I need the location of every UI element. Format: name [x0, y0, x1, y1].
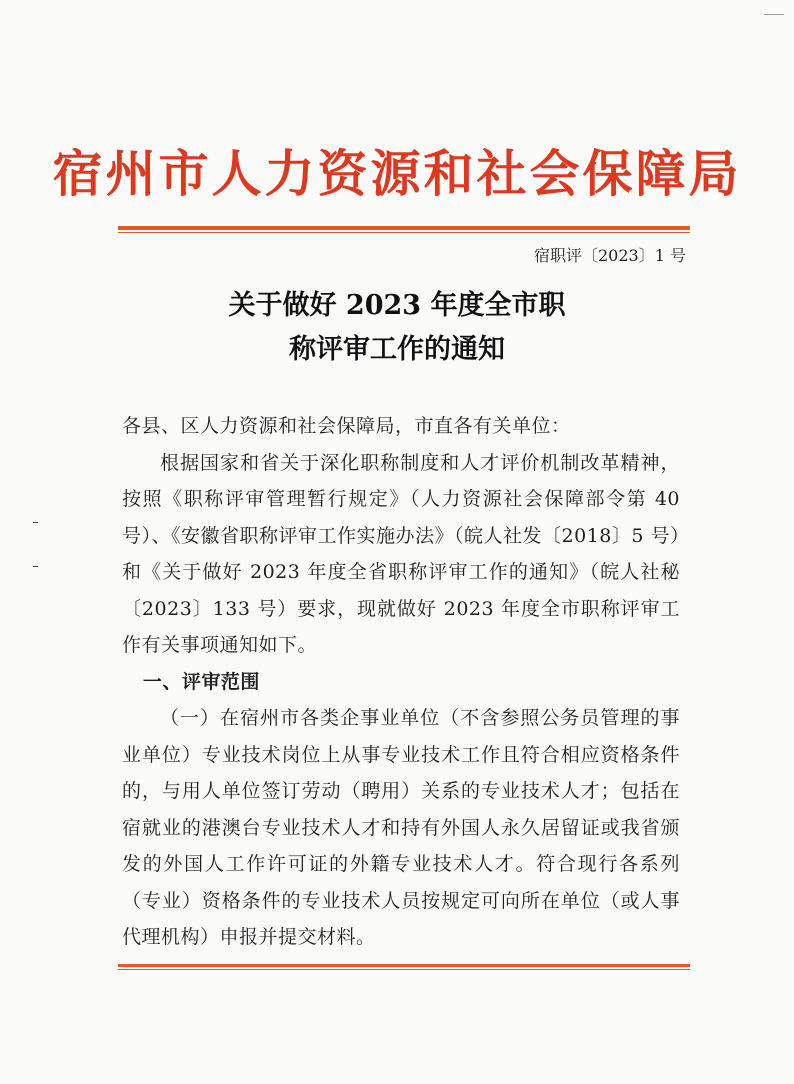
footer-rule	[118, 964, 690, 967]
scan-artifact	[33, 566, 38, 567]
agency-header: 宿州市人力资源和社会保障局	[52, 144, 742, 203]
header-rule-thin	[118, 232, 690, 233]
section-paragraph: （一）在宿州市各类企事业单位（不含参照公务员管理的事业单位）专业技术岗位上从事专业技术工作且符合相应资格条件的，与用人单位签订劳动（聘用）关系的专业技术人才；包括在宿就业的港澳台专业技术人才和持有外国人永久居留证或我省颁发的外国人工作许可证的外籍专业技术人才。符合现行各系列（专业）资格条件的专业技术人员按规定可向所在单位（或人事代理机构）申报并提交材料。	[122, 707, 680, 948]
document-title	[0, 284, 794, 372]
header-rule	[118, 226, 690, 230]
title-line-1: 关于做好 2023 年度全市职	[228, 290, 566, 321]
document-body	[122, 408, 680, 956]
title-line-2: 称评审工作的通知	[289, 334, 505, 365]
intro-paragraph: 根据国家和省关于深化职称制度和人才评价机制改革精神，按照《职称评审管理暂行规定》（人力资源社会保障部令第 40 号）、《安徽省职称评审工作实施办法》（皖人社发〔2018〕5 号）和《关于做好 2023 年度全省职称评审工作的通知》（皖人社秘〔2023〕133 号）要求，现就做好 2023 年度全市职称评审工作有关事项通知如下。	[122, 451, 680, 656]
scan-artifact	[33, 522, 38, 523]
section-heading: 一、评审范围	[142, 670, 260, 693]
scan-artifact	[764, 14, 784, 15]
document-number: 宿职评〔2023〕1 号	[534, 246, 686, 265]
salutation: 各县、区人力资源和社会保障局，市直各有关单位：	[122, 415, 571, 437]
footer-rule-thin	[118, 969, 690, 970]
